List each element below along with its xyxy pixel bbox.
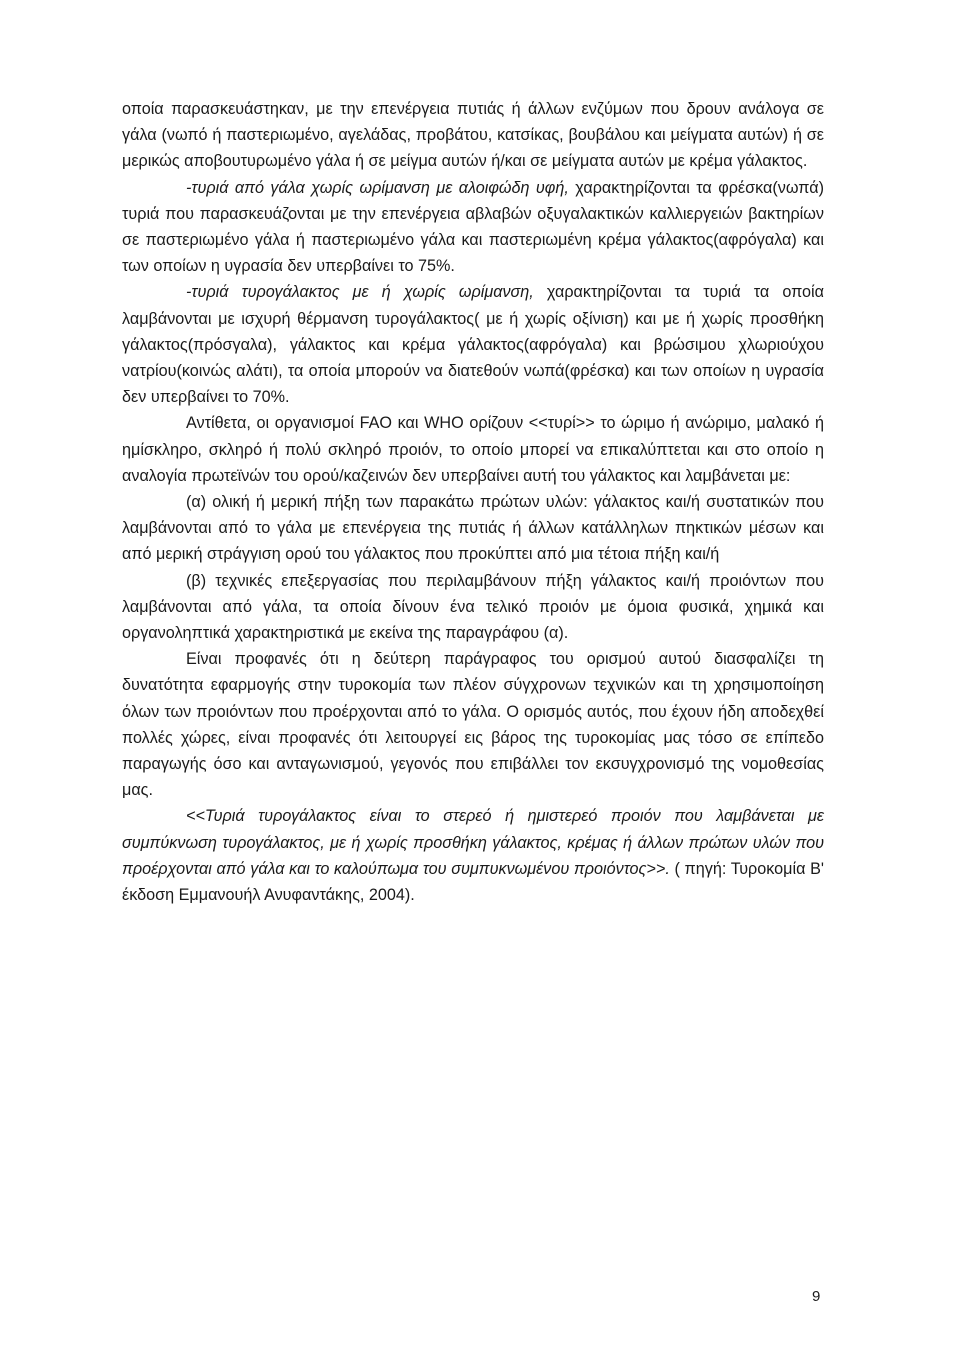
definition-fresh-cheese: χαρακτηρίζονται τα φρέσκα(νωπά) τυριά που παρασκευάζονται με την επενέργεια αβλαβών οξυγαλακτικών καλλιεργειών βακτηρίων σε παστεριωμένο γάλα ή παστεριωμένο γάλα και παστεριωμένη κρέμα γάλακτος(αφρόγαλα) και των οποίων η υγρασία δεν υπερβαίνει το 75%. — [122, 178, 824, 276]
paragraph-fresh-cheese — [122, 175, 824, 280]
body-text — [122, 96, 824, 908]
paragraph-item-b: (β) τεχνικές επεξεργασίας που περιλαμβάνουν πήξη γάλακτος και/ή προιόντων που λαμβάνονται από γάλα, τα οποία δίνουν ένα τελικό προιόν με όμοια φυσικά, χημικά και οργανοληπτικά χαρακτηριστικά με εκείνα της παραγράφου (α). — [122, 571, 824, 643]
term-fresh-cheese: -τυριά από γάλα χωρίς ωρίμανση με αλοιφώδη υφή, — [186, 178, 569, 197]
paragraph-quote — [122, 803, 824, 908]
quote-source: ( πηγή: Τυροκομία Β' έκδοση Εμμανουήλ Ανυφαντάκης, 2004). — [122, 859, 824, 905]
definition-whey-cheese: χαρακτηρίζονται τα τυριά τα οποία λαμβάνονται με ισχυρή θέρμανση τυρογάλακτος( με ή χωρίς οξίνιση) και με ή χωρίς προσθήκη γάλακτος(πρόσγαλα), γάλακτος και κρέμα γάλακτος(αφρόγαλα) και βρώσιμου χλωριούχου νατρίου(κοινώς αλάτι), τα οποία μπορούν να διατεθούν νωπά(φρέσκα) και των οποίων η υγρασία δεν υπερβαίνει το 70%. — [122, 283, 825, 407]
page-number: 9 — [812, 1288, 821, 1305]
paragraph-whey-cheese — [122, 279, 824, 410]
paragraph-fao-who: Αντίθετα, οι οργανισμοί FAO και WHO ορίζουν <<τυρί>> το ώριμο ή ανώριμο, μαλακό ή ημίσκληρο, σκληρό ή πολύ σκληρό προιόν, το οποίο μπορεί να επικαλύπτεται και στο οποίο η αναλογία πρωτεϊνών του ορού/καζεινών δεν υπερβαίνει αυτή του γάλακτος και λαμβάνεται με: — [122, 414, 824, 485]
term-whey-cheese: -τυριά τυρογάλακτος με ή χωρίς ωρίμανση, — [186, 283, 534, 302]
paragraph-continuation: οποία παρασκευάστηκαν, με την επενέργεια πυτιάς ή άλλων ενζύμων που δρουν ανάλογα σε γάλα (νωπό ή παστεριωμένο, αγελάδας, προβάτου, κατσίκας, βουβάλου και μείγματα αυτών) ή σε μερικώς αποβουτυρωμένο γάλα ή σε μείγμα αυτών ή/και σε μείγματα αυτών με κρέμα γάλακτος. — [122, 100, 824, 171]
paragraph-commentary: Είναι προφανές ότι η δεύτερη παράγραφος του ορισμού αυτού διασφαλίζει τη δυνατότητα εφαρμογής στην τυροκομία των πλέον σύγχρονων τεχνικών και τη χρησιμοποίηση όλων των προιόντων που προέρχονται από το γάλα. Ο ορισμός αυτός, που έχουν ήδη αποδεχθεί πολλές χώρες, είναι προφανές ότι λειτουργεί εις βάρος της τυροκομίας μας τόσο σε επίπεδο παραγωγής όσο και ανταγωνισμού, γεγονός που επιβάλλει τον εκσυγχρονισμό της νομοθεσίας μας. — [122, 650, 824, 800]
paragraph-item-a: (α) ολική ή μερική πήξη των παρακάτω πρώτων υλών: γάλακτος και/ή συστατικών που λαμβάνονται από το γάλα με επενέργεια της πυτιάς ή άλλων κατάλληλων πηκτικών μέσων και από μερική στράγγιση ορού του γάλακτος που προκύπτει από μια τέτοια πήξη και/ή — [122, 493, 824, 564]
quote-definition: <<Τυριά τυρογάλακτος είναι το στερεό ή ημιστερεό προιόν που λαμβάνεται με συμπύκνωση τυρογάλακτος, με ή χωρίς προσθήκη γάλακτος, κρέμας ή άλλων πρώτων υλών που προέρχονται από γάλα και το καλούπωμα του συμπυκνωμένου προιόντος>>. — [122, 807, 824, 878]
